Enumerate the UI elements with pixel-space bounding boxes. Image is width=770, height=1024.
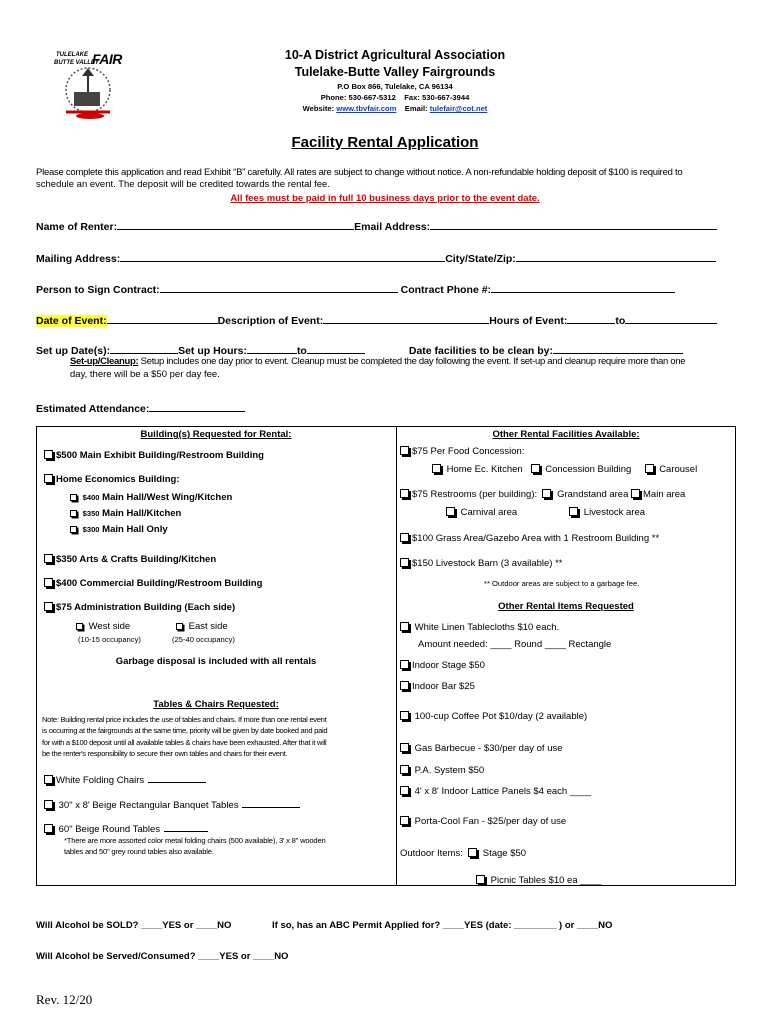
website-link[interactable]: www.tbvfair.com xyxy=(336,104,397,113)
garbage-note: Garbage disposal is included with all rentals xyxy=(115,656,317,667)
home-ec-300-label: Main Hall Only xyxy=(99,524,168,535)
bbq-item[interactable] xyxy=(400,743,563,754)
hours-to-label: to xyxy=(615,315,626,327)
livestock-area-checkbox[interactable] xyxy=(569,507,578,516)
banquet-label: 30" x 8' Beige Rectangular Banquet Tables xyxy=(58,800,239,811)
buildings-heading: Building(s) Requested for Rental: xyxy=(140,429,292,440)
mailing-label: Mailing Address: xyxy=(36,253,121,265)
home-ec-option-350[interactable] xyxy=(70,508,181,519)
picnic-label: Picnic Tables $10 ea ____ xyxy=(490,875,602,886)
porta-checkbox[interactable] xyxy=(400,816,409,825)
row-attendance xyxy=(36,399,245,415)
intro-line-1: Please complete this application and read Exhibit “B” carefully. All rates are subject to change without notice. A non-refundable holding deposit of $100 is required to xyxy=(36,167,683,178)
address: P.O Box 866, Tulelake, CA 96134 xyxy=(337,82,453,91)
grandstand-checkbox[interactable] xyxy=(542,489,551,498)
grass-area-label: $100 Grass Area/Gazebo Area with 1 Restroom Building ** xyxy=(412,533,660,544)
round-label: 60" Beige Round Tables xyxy=(58,824,161,835)
website-label: Website: xyxy=(302,104,335,113)
contract-phone-field[interactable] xyxy=(491,280,675,293)
building-commercial[interactable] xyxy=(44,578,262,589)
box-divider xyxy=(396,426,397,886)
home-ec-350-label: Main Hall/Kitchen xyxy=(99,508,182,519)
restrooms-checkbox[interactable] xyxy=(400,489,409,498)
outdoor-items-label: Outdoor Items: xyxy=(400,848,463,859)
fair-logo xyxy=(52,46,124,124)
coffee-checkbox[interactable] xyxy=(400,711,409,720)
org-name: 10-A District Agricultural Association xyxy=(284,48,506,62)
tables-note-3: for with a $100 deposit until all available tables & chairs have been exhausted. After that it will xyxy=(42,737,327,747)
other-items-heading: Other Rental Items Requested xyxy=(498,601,634,612)
porta-label: Porta-Cool Fan - $25/per day of use xyxy=(414,816,567,827)
food-concession[interactable] xyxy=(400,446,524,457)
venue-name: Tulelake-Butte Valley Fairgrounds xyxy=(294,65,496,79)
contract-phone-label: Contract Phone #: xyxy=(400,284,492,296)
chairs-checkbox[interactable] xyxy=(44,775,53,784)
attendance-label: Estimated Attendance: xyxy=(36,403,150,415)
arts-crafts-checkbox[interactable] xyxy=(44,554,53,563)
lattice-label: 4' x 8' Indoor Lattice Panels $4 each ____ xyxy=(414,786,591,797)
west-occupancy: (10-15 occupancy) xyxy=(78,635,141,644)
concession-building-checkbox[interactable] xyxy=(531,464,540,473)
revision: Rev. 12/20 xyxy=(36,992,93,1007)
banquet-request[interactable] xyxy=(44,795,300,811)
setup-cleanup-note xyxy=(70,356,740,367)
main-exhibit-label: $500 Main Exhibit Building/Restroom Building xyxy=(56,450,264,461)
hours-label: Hours of Event: xyxy=(489,315,568,327)
bar-item[interactable] xyxy=(400,681,475,692)
phone-fax xyxy=(240,93,550,102)
stage-checkbox[interactable] xyxy=(400,660,409,669)
row-setup xyxy=(36,341,736,357)
setup-cleanup-text-1: Setup includes one day prior to event. Cleanup must be completed the day following the event. If set-up and cleanup require more than one xyxy=(138,356,686,367)
home-ec-label: Home Economics Building: xyxy=(56,474,180,485)
tables-note-2: is occurring at the fairgrounds at the same time, priority will be given by date booked and paid xyxy=(42,726,328,736)
admin-checkbox[interactable] xyxy=(44,602,53,611)
livestock-barn-label: $150 Livestock Barn (3 available) ** xyxy=(412,558,563,569)
setup-from-field[interactable] xyxy=(247,341,297,354)
logo-text-1: TULELAKE xyxy=(56,52,88,58)
banquet-qty-field[interactable] xyxy=(242,795,300,808)
outdoor-stage-checkbox[interactable] xyxy=(468,848,477,857)
banquet-checkbox[interactable] xyxy=(44,800,53,809)
outdoor-stage-label: Stage $50 xyxy=(482,848,527,859)
commercial-label: $400 Commercial Building/Restroom Building xyxy=(56,578,263,589)
round-request[interactable] xyxy=(44,819,208,835)
email-link[interactable]: tulefair@cot.net xyxy=(429,104,488,113)
tables-note-4: be the renter's responsibility to secure their own tables and chairs for their event. xyxy=(42,748,288,758)
linen-label: White Linen Tablecloths $10 each. xyxy=(414,622,560,633)
bbq-checkbox[interactable] xyxy=(400,743,409,752)
stage-label: Indoor Stage $50 xyxy=(412,660,485,671)
linen-amount: Amount needed: ____ Round ____ Rectangle xyxy=(418,639,612,650)
restroom-options xyxy=(446,507,645,518)
phone: Phone: 530-667-5312 xyxy=(320,93,396,102)
lattice-checkbox[interactable] xyxy=(400,786,409,795)
mailing-field[interactable] xyxy=(120,249,445,262)
main-exhibit-checkbox[interactable] xyxy=(44,450,53,459)
chairs-qty-field[interactable] xyxy=(148,770,206,783)
page-title: Facility Rental Application xyxy=(291,134,479,151)
east-side-label: East side xyxy=(188,621,228,632)
clean-date-label: Date facilities to be clean by: xyxy=(408,345,553,357)
food-options xyxy=(432,464,697,475)
food-concession-checkbox[interactable] xyxy=(400,446,409,455)
row-person xyxy=(36,280,736,296)
description-field[interactable] xyxy=(323,311,489,324)
city-field[interactable] xyxy=(516,249,716,262)
date-event-field[interactable] xyxy=(107,311,218,324)
round-checkbox[interactable] xyxy=(44,824,53,833)
pa-label: P.A. System $50 xyxy=(414,765,485,776)
round-qty-field[interactable] xyxy=(164,819,208,832)
outdoor-note: ** Outdoor areas are subject to a garbage fee. xyxy=(484,579,640,588)
building-arts-crafts[interactable] xyxy=(44,554,216,565)
tables-note xyxy=(42,714,392,759)
chairs-request[interactable] xyxy=(44,770,206,786)
east-occupancy: (25-40 occupancy) xyxy=(172,635,235,644)
picnic-item[interactable] xyxy=(476,875,601,886)
main-area-label: Main area xyxy=(643,489,686,500)
date-event-label: Date of Event: xyxy=(36,315,107,327)
bar-label: Indoor Bar $25 xyxy=(412,681,475,692)
arts-crafts-label: $350 Arts & Crafts Building/Kitchen xyxy=(56,554,217,565)
row-name xyxy=(36,217,736,233)
picnic-checkbox[interactable] xyxy=(476,875,485,884)
alcohol-sold: Will Alcohol be SOLD? ____YES or ____NO xyxy=(36,920,232,931)
home-ec-400-price: $400 xyxy=(82,493,100,502)
linen-item[interactable] xyxy=(400,622,559,633)
tables-extra xyxy=(64,835,325,857)
home-ec-400-label: Main Hall/West Wing/Kitchen xyxy=(99,492,233,503)
tables-extra-1: *There are more assorted color metal folding chairs (500 available), 3' x 8" wooden xyxy=(64,836,326,845)
setup-dates-field[interactable] xyxy=(110,341,178,354)
fees-notice: All fees must be paid in full 10 business days prior to the event date. xyxy=(230,193,540,204)
west-side-checkbox[interactable] xyxy=(76,623,83,630)
logo-text-2: BUTTE VALLEY xyxy=(54,60,99,66)
clean-date-field[interactable] xyxy=(553,341,683,354)
commercial-checkbox[interactable] xyxy=(44,578,53,587)
grass-area-checkbox[interactable] xyxy=(400,533,409,542)
food-concession-label: $75 Per Food Concession: xyxy=(412,446,525,457)
row-mailing xyxy=(36,249,736,265)
building-main-exhibit[interactable] xyxy=(44,450,264,461)
carousel-label: Carousel xyxy=(659,464,698,475)
grass-area[interactable] xyxy=(400,533,659,544)
coffee-label: 100-cup Coffee Pot $10/day (2 available) xyxy=(414,711,588,722)
admin-west[interactable] xyxy=(76,621,130,632)
outdoor-items xyxy=(400,848,526,859)
livestock-barn[interactable] xyxy=(400,558,563,569)
bar-checkbox[interactable] xyxy=(400,681,409,690)
tables-note-1: Note: Building rental price includes the use of tables and chairs. If more than one rental event xyxy=(42,715,327,724)
home-ec-300-checkbox[interactable] xyxy=(70,526,77,533)
home-ec-350-checkbox[interactable] xyxy=(70,510,77,517)
home-ec-checkbox[interactable] xyxy=(44,474,53,483)
row-date xyxy=(36,311,736,327)
person-label: Person to Sign Contract: xyxy=(36,284,160,296)
livestock-area-label: Livestock area xyxy=(583,507,646,518)
logo-text-3: FAIR xyxy=(92,51,122,67)
west-side-label: West side xyxy=(88,621,131,632)
carnival-label: Carnival area xyxy=(460,507,518,518)
restrooms-label: $75 Restrooms (per building): xyxy=(412,489,538,500)
building-admin[interactable] xyxy=(44,602,235,613)
pa-item[interactable] xyxy=(400,765,484,776)
concession-building-label: Concession Building xyxy=(545,464,632,475)
other-facilities-heading: Other Rental Facilities Available: xyxy=(492,429,640,440)
home-ec-kitchen-checkbox[interactable] xyxy=(432,464,441,473)
abc-permit: If so, has an ABC Permit Applied for? ____YES (date: ________ ) or ____NO xyxy=(272,920,613,931)
bbq-label: Gas Barbecue - $30/per day of use xyxy=(414,743,563,754)
chairs-label: White Folding Chairs xyxy=(56,775,145,786)
setup-cleanup-text-2: day, there will be a $50 per day fee. xyxy=(70,369,220,380)
setup-to-label: to xyxy=(296,345,307,357)
name-renter-label: Name of Renter: xyxy=(36,221,118,233)
hours-to-field[interactable] xyxy=(625,311,717,324)
fax: Fax: 530-667-3944 xyxy=(404,93,470,102)
name-renter-field[interactable] xyxy=(117,217,354,230)
email-label-field: Email Address: xyxy=(354,221,431,233)
building-home-ec[interactable] xyxy=(44,474,180,485)
home-ec-350-price: $350 xyxy=(82,509,100,518)
stage-item[interactable] xyxy=(400,660,485,671)
home-ec-option-300[interactable] xyxy=(70,524,168,535)
tables-heading: Tables & Chairs Requested: xyxy=(153,699,279,710)
hours-from-field[interactable] xyxy=(567,311,615,324)
home-ec-kitchen-label: Home Ec. Kitchen xyxy=(446,464,523,475)
east-side-checkbox[interactable] xyxy=(176,623,183,630)
restrooms xyxy=(400,489,685,500)
livestock-barn-checkbox[interactable] xyxy=(400,558,409,567)
home-ec-option-400[interactable] xyxy=(70,492,232,503)
person-field[interactable] xyxy=(160,280,398,293)
attendance-field[interactable] xyxy=(149,399,245,412)
setup-hours-label: Set up Hours: xyxy=(178,345,247,357)
setup-dates-label: Set up Date(s): xyxy=(36,345,111,357)
coffee-item[interactable] xyxy=(400,711,587,722)
admin-label: $75 Administration Building (Each side) xyxy=(56,602,236,613)
lattice-item[interactable] xyxy=(400,786,591,797)
home-ec-300-price: $300 xyxy=(82,525,100,534)
main-area-checkbox[interactable] xyxy=(631,489,640,498)
description-label: Description of Event: xyxy=(217,315,324,327)
home-ec-400-checkbox[interactable] xyxy=(70,494,77,501)
grandstand-label: Grandstand area xyxy=(557,489,629,500)
email-label: Email: xyxy=(404,104,428,113)
carnival-checkbox[interactable] xyxy=(446,507,455,516)
city-label: City/State/Zip: xyxy=(445,253,516,265)
carousel-checkbox[interactable] xyxy=(645,464,654,473)
tables-extra-2: tables and 50" grey round tables also available. xyxy=(64,847,214,856)
porta-item[interactable] xyxy=(400,816,566,827)
setup-cleanup-label: Set-up/Cleanup: xyxy=(70,356,139,367)
intro-line-2: schedule an event. The deposit will be credited towards the rental fee. xyxy=(36,179,330,190)
linen-checkbox[interactable] xyxy=(400,622,409,631)
setup-to-field[interactable] xyxy=(307,341,365,354)
web-email xyxy=(240,104,550,113)
alcohol-served: Will Alcohol be Served/Consumed? ____YES or ____NO xyxy=(36,951,289,962)
admin-east[interactable] xyxy=(176,621,228,632)
email-field[interactable] xyxy=(430,217,717,230)
pa-checkbox[interactable] xyxy=(400,765,409,774)
